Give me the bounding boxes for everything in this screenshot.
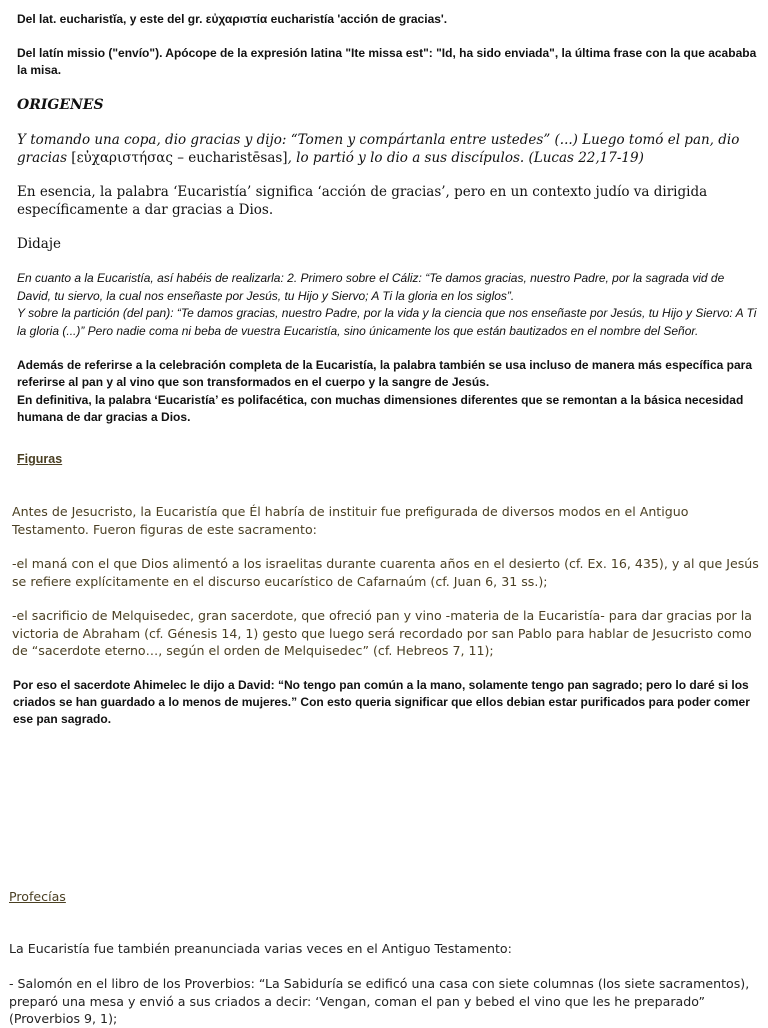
- figuras-item-mana: -el maná con el que Dios alimentó a los israelitas durante cuarenta años en el desierto (cf. Ex. 16, 435), y al que Jesús se refiere explícitamente en el discurso eucarístico de Cafarnaúm (cf. Juan 6, 31 ss.);: [12, 556, 759, 589]
- luke-quote-part-b: , lo partió y lo dio a sus discípulos. (Lucas 22,17-19): [287, 150, 644, 166]
- didaje-quote-chalice: En cuanto a la Eucaristía, así habéis de realizarla: 2. Primero sobre el Cáliz: “Te damos gracias, nuestro Padre, por la sagrada vid de David, tu siervo, la cual nos enseñaste por Jesús, tu Hijo y Siervo; A Ti la gloria en los siglos”.: [17, 271, 725, 303]
- figuras-item-melquisedec: -el sacrificio de Melquisedec, gran sacerdote, que ofreció pan y vino -materia de la Eucaristía- para dar gracias por la victoria de Abraham (cf. Génesis 14, 1) gesto que luego será recordado por san Pablo para hablar de Jesucristo como de “sacerdote eterno…, según el orden de Melquisedec” (cf. Hebreos 7, 11);: [12, 608, 752, 658]
- figuras-intro: Antes de Jesucristo, la Eucaristía que Él habría de instituir fue prefigurada de diversos modos en el Antiguo Testamento. Fueron figuras de este sacramento:: [12, 504, 689, 537]
- luke-quote: [17, 131, 760, 167]
- profecias-intro: La Eucaristía fue también preanunciada varias veces en el Antiguo Testamento:: [9, 941, 512, 956]
- figuras-heading: Figuras: [17, 452, 63, 466]
- origenes-heading: ORIGENES: [17, 97, 104, 113]
- profecias-item-salomon: - Salomón en el libro de los Proverbios: “La Sabiduría se edificó una casa con siete columnas (los siete sacramentos), preparó una mesa y envió a sus criados a decir: ‘Vengan, coman el pan y bebed el vino que les he preparado” (Proverbios 9, 1);: [9, 976, 750, 1026]
- didaje-quote-bread: Y sobre la partición (del pan): “Te damos gracias, nuestro Padre, por la vida y la ciencia que nos enseñaste por Jesús, tu Hijo y Siervo: A Ti la gloria (...)” Pero nadie coma ni beba de vuestra Eucaristía, sino únicamente los que están bautizados en el nombre del Señor.: [17, 306, 757, 338]
- profecias-heading: Profecías: [9, 889, 66, 904]
- luke-quote-greek: [εὐχαριστήσας – eucharistēsas]: [71, 150, 288, 166]
- luke-quote-part-a: Y tomando una copa, dio gracias y dijo: “Tomen y compártanla entre ustedes” (...) Luego tomó el pan, dio gracias: [17, 132, 740, 166]
- etymology-mass: Del latín missio ("envío"). Apócope de la expresión latina "Ite missa est": "Id, ha sido enviada", la última frase con la que acababa la misa.: [17, 46, 757, 77]
- etymology-eucharist: Del lat. eucharistĭa, y este del gr. εὐχαριστία eucharistía 'acción de gracias'.: [17, 12, 448, 26]
- further-usage-paragraph: Además de referirse a la celebración completa de la Eucaristía, la palabra también se usa incluso de manera más específica para referirse al pan y al vino que son transformados en el cuerpo y la sangre de Jesús.: [17, 358, 753, 389]
- ahimelec-paragraph: Por eso el sacerdote Ahimelec le dijo a David: “No tengo pan común a la mano, solamente tengo pan sagrado; pero lo daré si los criados se han guardado a lo menos de mujeres.” Con esto queria significar que ellos debian estar purificados para poder comer ese pan sagrado.: [13, 678, 750, 726]
- essence-paragraph: En esencia, la palabra ‘Eucaristía’ significa ‘acción de gracias’, pero en un contexto judío va dirigida específicamente a dar gracias a Dios.: [17, 184, 708, 218]
- didaje-label: Didaje: [17, 236, 62, 252]
- conclusion-paragraph: En definitiva, la palabra ‘Eucaristía’ es polifacética, con muchas dimensiones diferentes que se remontan a la básica necesidad humana de dar gracias a Dios.: [17, 393, 744, 424]
